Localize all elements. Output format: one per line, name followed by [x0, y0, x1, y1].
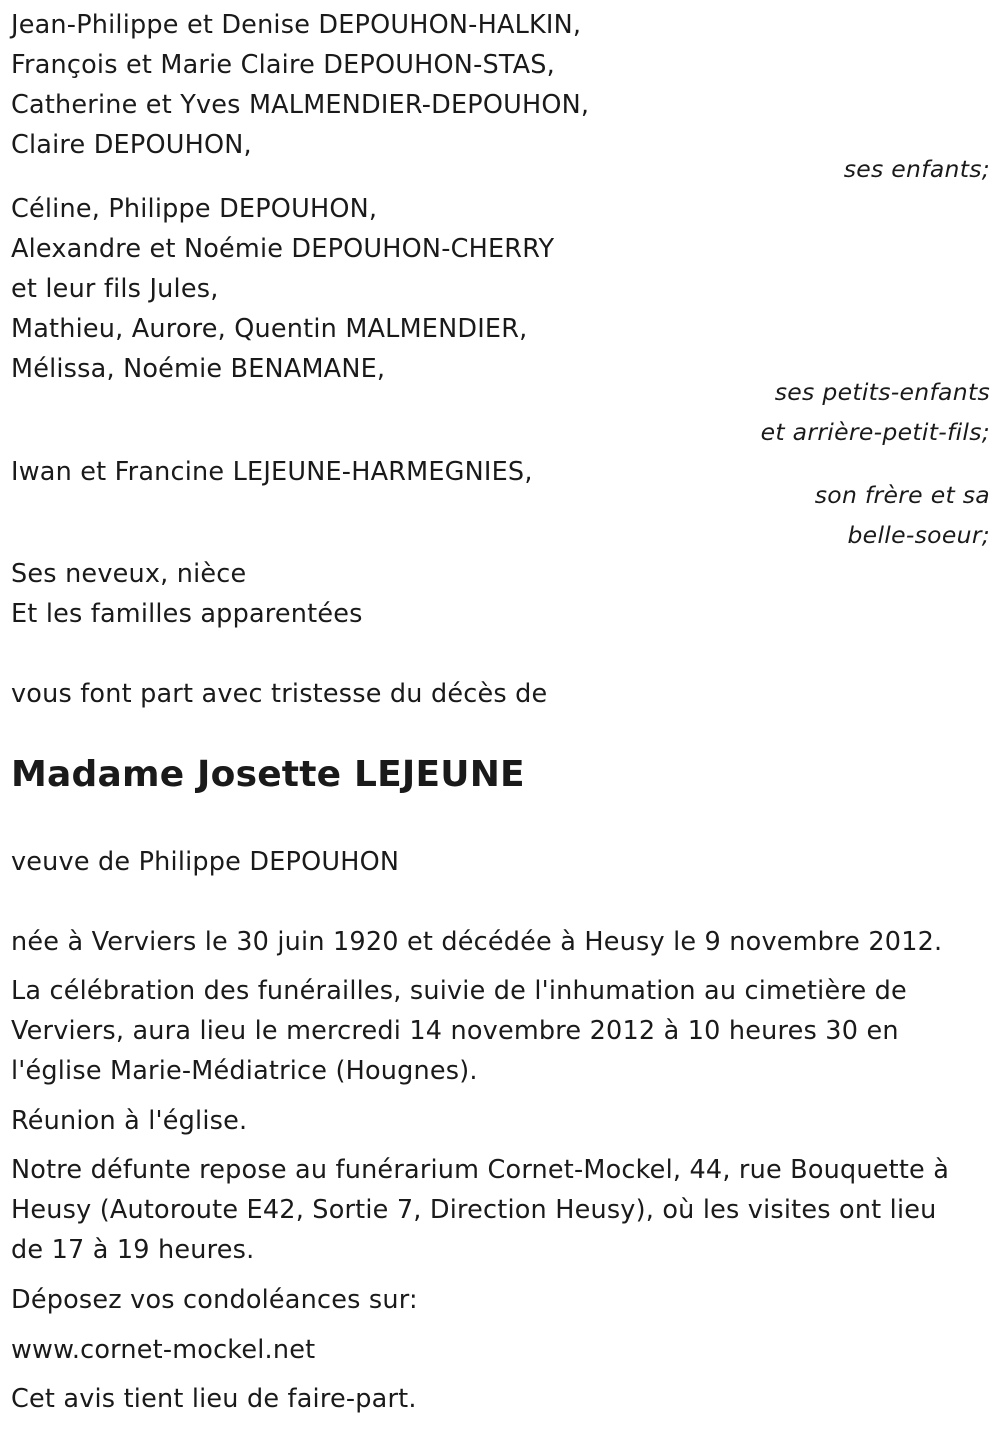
birth-death-text: née à Verviers le 30 juin 1920 et décédée à Heusy le 9 novembre 2012. [11, 927, 943, 957]
sibling-role-line-1: son frère et sa [814, 481, 990, 509]
children-line-2: François et Marie Claire DEPOUHON-STAS, [11, 50, 555, 80]
funerarium-line-3: de 17 à 19 heures. [11, 1235, 255, 1265]
grandchildren-line-5: Mélissa, Noémie BENAMANE, [11, 354, 386, 384]
website-link[interactable]: www.cornet-mockel.net [11, 1335, 316, 1365]
relatives-line-1: Ses neveux, nièce [11, 559, 247, 589]
sibling-role-line-2: belle-soeur; [847, 521, 990, 549]
funerarium-line-1: Notre défunte repose au funérarium Cornet-Mockel, 44, rue Bouquette à [11, 1155, 950, 1185]
grandchildren-role-line-2: et arrière-petit-fils; [760, 418, 990, 446]
children-line-3: Catherine et Yves MALMENDIER-DEPOUHON, [11, 90, 590, 120]
children-line-4: Claire DEPOUHON, [11, 130, 252, 160]
funerarium-line-2: Heusy (Autoroute E42, Sortie 7, Direction Heusy), où les visites ont lieu [11, 1195, 937, 1225]
funeral-line-2: Verviers, aura lieu le mercredi 14 novembre 2012 à 10 heures 30 en [11, 1016, 899, 1046]
closing-text: Cet avis tient lieu de faire-part. [11, 1384, 417, 1414]
funeral-line-1: La célébration des funérailles, suivie de l'inhumation au cimetière de [11, 976, 907, 1006]
children-line-1: Jean-Philippe et Denise DEPOUHON-HALKIN, [11, 10, 582, 40]
grandchildren-line-1: Céline, Philippe DEPOUHON, [11, 194, 378, 224]
widow-of-text: veuve de Philippe DEPOUHON [11, 847, 400, 877]
announcement-text: vous font part avec tristesse du décès de [11, 679, 548, 709]
funeral-line-3: l'église Marie-Médiatrice (Hougnes). [11, 1056, 478, 1086]
children-role: ses enfants; [843, 155, 990, 183]
grandchildren-line-3: et leur fils Jules, [11, 274, 219, 304]
deceased-name: Madame Josette LEJEUNE [11, 754, 525, 795]
grandchildren-line-2: Alexandre et Noémie DEPOUHON-CHERRY [11, 234, 555, 264]
meeting-text: Réunion à l'église. [11, 1106, 248, 1136]
grandchildren-line-4: Mathieu, Aurore, Quentin MALMENDIER, [11, 314, 528, 344]
relatives-line-2: Et les familles apparentées [11, 599, 363, 629]
grandchildren-role-line-1: ses petits-enfants [774, 378, 990, 406]
condolences-label: Déposez vos condoléances sur: [11, 1285, 418, 1315]
sibling-line: Iwan et Francine LEJEUNE-HARMEGNIES, [11, 457, 533, 487]
